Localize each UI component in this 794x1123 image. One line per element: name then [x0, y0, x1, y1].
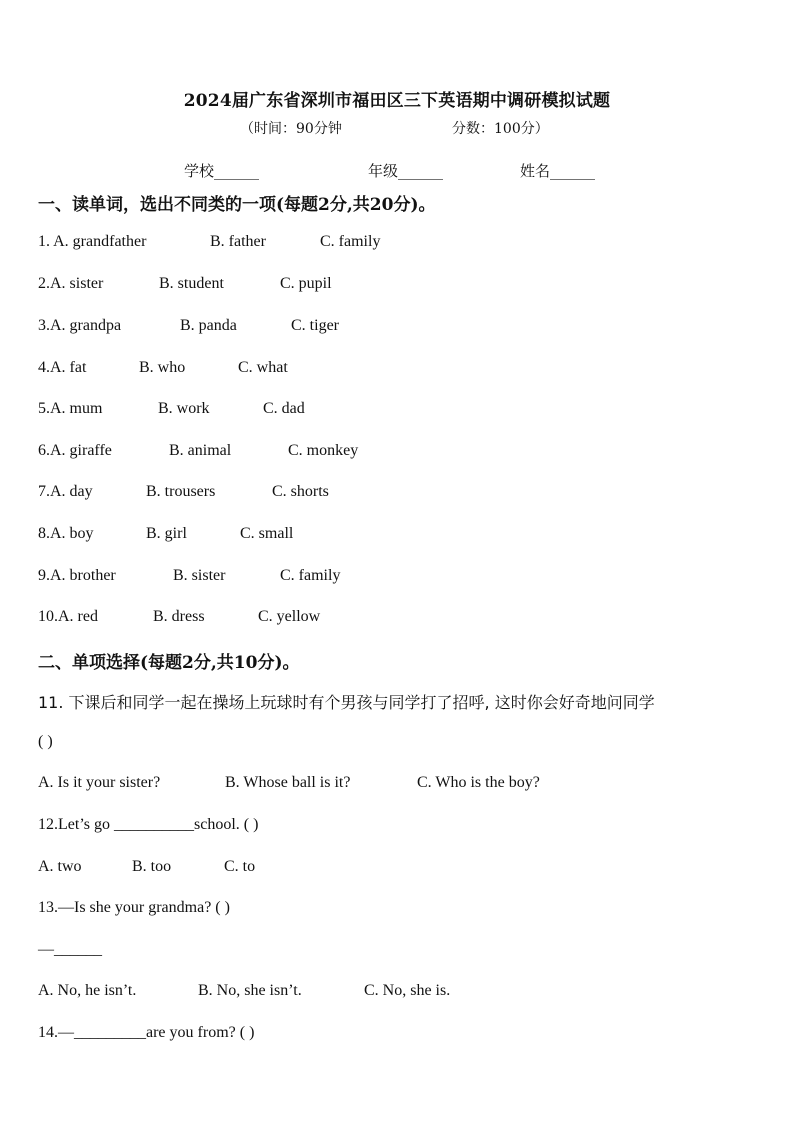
question-number: 10. — [38, 608, 58, 625]
option-b: B. student — [159, 275, 224, 292]
question-14-stem: 14.—_________are you from? ( ) — [38, 1024, 255, 1041]
question-11-answer-paren: ( ) — [38, 733, 53, 750]
option-b: B. trousers — [146, 483, 216, 500]
option-a: A. fat — [50, 359, 87, 376]
question-5 — [38, 400, 102, 418]
option-b: B. sister — [173, 567, 226, 584]
question-number: 7. — [38, 483, 50, 500]
question-number: 5. — [38, 400, 50, 417]
option-a: A. giraffe — [50, 442, 112, 459]
option-a: A. brother — [50, 567, 116, 584]
option-c: C. family — [320, 233, 381, 250]
question-11-option-c: C. Who is the boy? — [417, 774, 540, 791]
question-6 — [38, 442, 112, 460]
question-7 — [38, 483, 93, 501]
question-13-stem: 13.—Is she your grandma? ( ) — [38, 899, 230, 916]
question-9 — [38, 567, 116, 585]
option-c: C. small — [240, 525, 294, 542]
section1-heading: 一、读单词，选出不同类的一项(每题2分,共20分)。 — [38, 195, 436, 215]
section2-heading: 二、单项选择(每题2分,共10分)。 — [38, 653, 300, 673]
option-c: C. shorts — [272, 483, 329, 500]
question-4 — [38, 359, 86, 377]
option-b: B. who — [139, 359, 186, 376]
option-c: C. yellow — [258, 608, 321, 625]
option-a: A. mum — [50, 400, 103, 417]
option-a: A. grandpa — [50, 317, 122, 334]
option-b: B. girl — [146, 525, 187, 542]
question-12-option-a: A. two — [38, 858, 82, 875]
question-13-option-b: B. No, she isn’t. — [198, 982, 302, 999]
question-12-option-b: B. too — [132, 858, 172, 875]
option-b: B. animal — [169, 442, 232, 459]
option-b: B. dress — [153, 608, 205, 625]
school-field: 学校______ — [184, 162, 260, 180]
option-c: C. what — [238, 359, 288, 376]
question-13-option-a: A. No, he isn’t. — [38, 982, 137, 999]
option-c: C. family — [280, 567, 341, 584]
question-12-stem: 12.Let’s go __________school. ( ) — [38, 816, 259, 833]
question-13-option-c: C. No, she is. — [364, 982, 451, 999]
exam-title: 2024届广东省深圳市福田区三下英语期中调研模拟试题 — [183, 91, 611, 111]
option-a: A. day — [50, 483, 93, 500]
grade-field: 年级______ — [368, 162, 444, 180]
question-number: 9. — [38, 567, 50, 584]
question-number: 3. — [38, 317, 50, 334]
option-b: B. father — [210, 233, 266, 250]
option-c: C. tiger — [291, 317, 339, 334]
exam-time: （时间：90分钟 — [240, 121, 342, 137]
question-11-option-a: A. Is it your sister? — [38, 774, 161, 791]
question-1 — [38, 233, 146, 251]
question-12-option-c: C. to — [224, 858, 256, 875]
option-b: B. panda — [180, 317, 237, 334]
question-13-answer-line: —______ — [38, 941, 102, 958]
question-number: 8. — [38, 525, 50, 542]
option-c: C. monkey — [288, 442, 359, 459]
question-11-option-b: B. Whose ball is it? — [225, 774, 351, 791]
option-a: A. red — [58, 608, 98, 625]
name-field: 姓名______ — [520, 162, 596, 180]
question-10 — [38, 608, 98, 626]
question-number: 1. — [38, 233, 54, 250]
option-b: B. work — [158, 400, 210, 417]
question-number: 6. — [38, 442, 50, 459]
question-number: 2. — [38, 275, 50, 292]
option-c: C. pupil — [280, 275, 332, 292]
option-a: A. sister — [50, 275, 104, 292]
question-2 — [38, 275, 103, 293]
question-11-stem: 11. 下课后和同学一起在操场上玩球时有个男孩与同学打了招呼, 这时你会好奇地问同学 — [38, 693, 655, 712]
option-c: C. dad — [263, 400, 305, 417]
question-3 — [38, 317, 121, 335]
option-a: A. boy — [50, 525, 94, 542]
question-8 — [38, 525, 94, 543]
exam-score: 分数：100分） — [452, 121, 549, 137]
option-a: A. grandfather — [53, 233, 147, 250]
question-number: 4. — [38, 359, 50, 376]
